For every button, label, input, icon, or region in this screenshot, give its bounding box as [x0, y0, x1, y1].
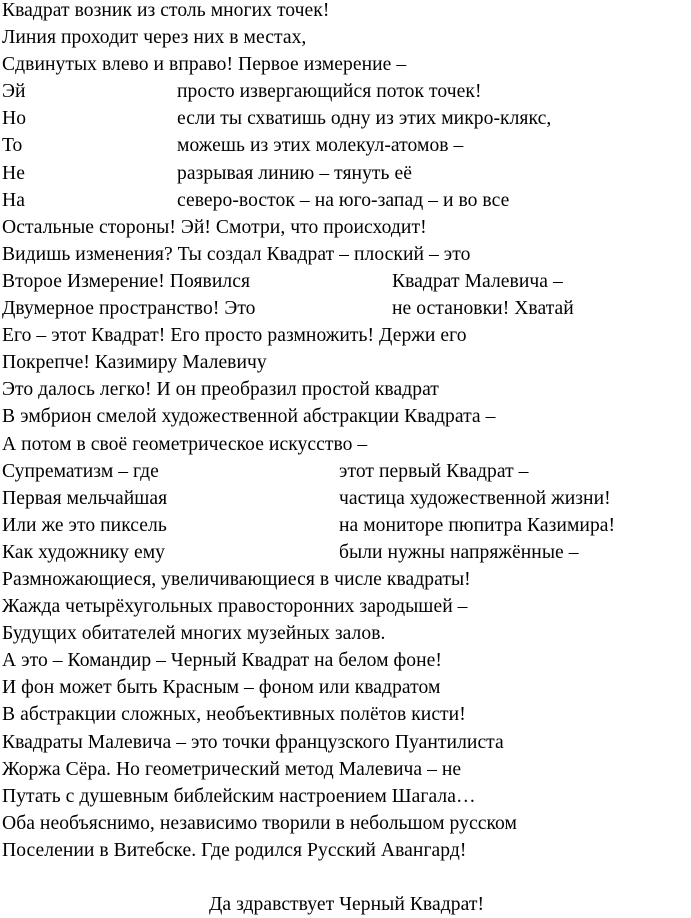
poem-text: [2, 0, 691, 918]
poem-line: [2, 539, 691, 566]
poem-line-text: Будущих обитателей многих музейных залов.: [2, 623, 386, 645]
poem-line: [2, 160, 691, 187]
poem-line: [2, 756, 691, 783]
poem-line: [2, 295, 691, 322]
poem-line-column-text: разрывая линию – тянуть её: [177, 162, 412, 184]
poem-line-text: Или же это пиксель: [2, 514, 167, 536]
poem-line-text: Но: [2, 108, 27, 130]
poem-line: [2, 241, 691, 268]
poem-line-text: А потом в своё геометрическое искусство –: [2, 433, 368, 455]
poem-line: [2, 837, 691, 864]
poem-line-text: Остальные стороны! Эй! Смотри, что происходит!: [2, 216, 427, 238]
poem-line: [2, 485, 691, 512]
poem-line: [2, 349, 691, 376]
poem-line-column-text: были нужны напряжённые –: [339, 541, 579, 563]
poem-line-text: Размножающиеся, увеличивающиеся в числе квадраты!: [2, 568, 471, 590]
poem-line: [2, 132, 691, 159]
poem-line-text: В эмбрион смелой художественной абстракции Квадрата –: [2, 406, 496, 428]
poem-line-text: Это далось легко! И он преобразил простой квадрат: [2, 379, 439, 401]
poem-line-column-text: не остановки! Хватай: [392, 298, 574, 320]
poem-line-text: На: [2, 189, 25, 211]
poem-line-text: Второе Измерение! Появился: [2, 270, 251, 292]
poem-line: [2, 701, 691, 728]
poem-line: [2, 647, 691, 674]
poem-line-text: Первая мельчайшая: [2, 487, 168, 509]
poem-line-text: Двумерное пространство! Это: [2, 298, 256, 320]
poem-line-text: Квадраты Малевича – это точки французского Пуантилиста: [2, 731, 504, 753]
poem-line: [2, 674, 691, 701]
poem-line-text: Видишь изменения? Ты создал Квадрат – плоский – это: [2, 243, 471, 265]
poem-line: [2, 512, 691, 539]
poem-line: [2, 24, 691, 51]
poem-line: [2, 0, 691, 24]
poem-line-column-text: этот первый Квадрат –: [339, 460, 529, 482]
poem-line-text: Его – этот Квадрат! Его просто размножить! Держи его: [2, 325, 467, 347]
poem-line: [2, 322, 691, 349]
stanza-spacer: [2, 864, 691, 891]
poem-line-text: Оба необъяснимо, независимо творили в небольшом русском: [2, 812, 517, 834]
poem-line-column-text: Квадрат Малевича –: [392, 270, 563, 292]
poem-line: [2, 729, 691, 756]
poem-line: [2, 376, 691, 403]
poem-line-text: В абстракции сложных, необъективных полётов кисти!: [2, 704, 466, 726]
poem-line-text: Квадрат возник из столь многих точек!: [2, 0, 330, 21]
poem-line-text: Покрепче! Казимиру Малевичу: [2, 352, 267, 374]
poem-line-text: Жоржа Сёра. Но геометрический метод Малевича – не: [2, 758, 462, 780]
poem-line-text: Сдвинутых влево и вправо! Первое измерение –: [2, 54, 407, 76]
poem-line: [2, 214, 691, 241]
poem-line-column-text: частица художественной жизни!: [339, 487, 611, 509]
poem-line: [2, 187, 691, 214]
poem-line-text: Линия проходит через них в местах,: [2, 27, 307, 49]
poem-line-text: Супрематизм – где: [2, 460, 159, 482]
poem-line: [2, 620, 691, 647]
poem-line: [2, 403, 691, 430]
poem-line-text: Путать с душевным библейским настроением Шагала…: [2, 785, 476, 807]
poem-line: [2, 431, 691, 458]
closing-line-text: Да здравствует Черный Квадрат!: [208, 894, 485, 916]
poem-line: [2, 51, 691, 78]
poem-line: [2, 593, 691, 620]
poem-line-column-text: на мониторе пюпитра Казимира!: [339, 514, 616, 536]
poem-line: [2, 810, 691, 837]
poem-line-text: Жажда четырёхугольных правосторонних зародышей –: [2, 596, 468, 618]
poem-line-text: Поселении в Витебске. Где родился Русский Авангард!: [2, 839, 467, 861]
poem-line-column-text: просто извергающийся поток точек!: [177, 81, 482, 103]
poem-line: [2, 268, 691, 295]
poem-line: [2, 78, 691, 105]
poem-line-column-text: если ты схватишь одну из этих микро-клякс,: [177, 108, 552, 130]
poem-line-text: Не: [2, 162, 25, 184]
poem-line-text: И фон может быть Красным – фоном или квадратом: [2, 677, 441, 699]
poem-line-text: А это – Командир – Черный Квадрат на белом фоне!: [2, 650, 442, 672]
poem-line: [2, 566, 691, 593]
poem-line-text: Как художнику ему: [2, 541, 166, 563]
poem-line-text: Эй: [2, 81, 26, 103]
poem-line-text: То: [2, 135, 23, 157]
poem-line: [2, 105, 691, 132]
poem-line-column-text: можешь из этих молекул-атомов –: [177, 135, 464, 157]
poem-line: [2, 783, 691, 810]
poem-line-column-text: северо-восток – на юго-запад – и во все: [177, 189, 510, 211]
poem-line: [2, 458, 691, 485]
